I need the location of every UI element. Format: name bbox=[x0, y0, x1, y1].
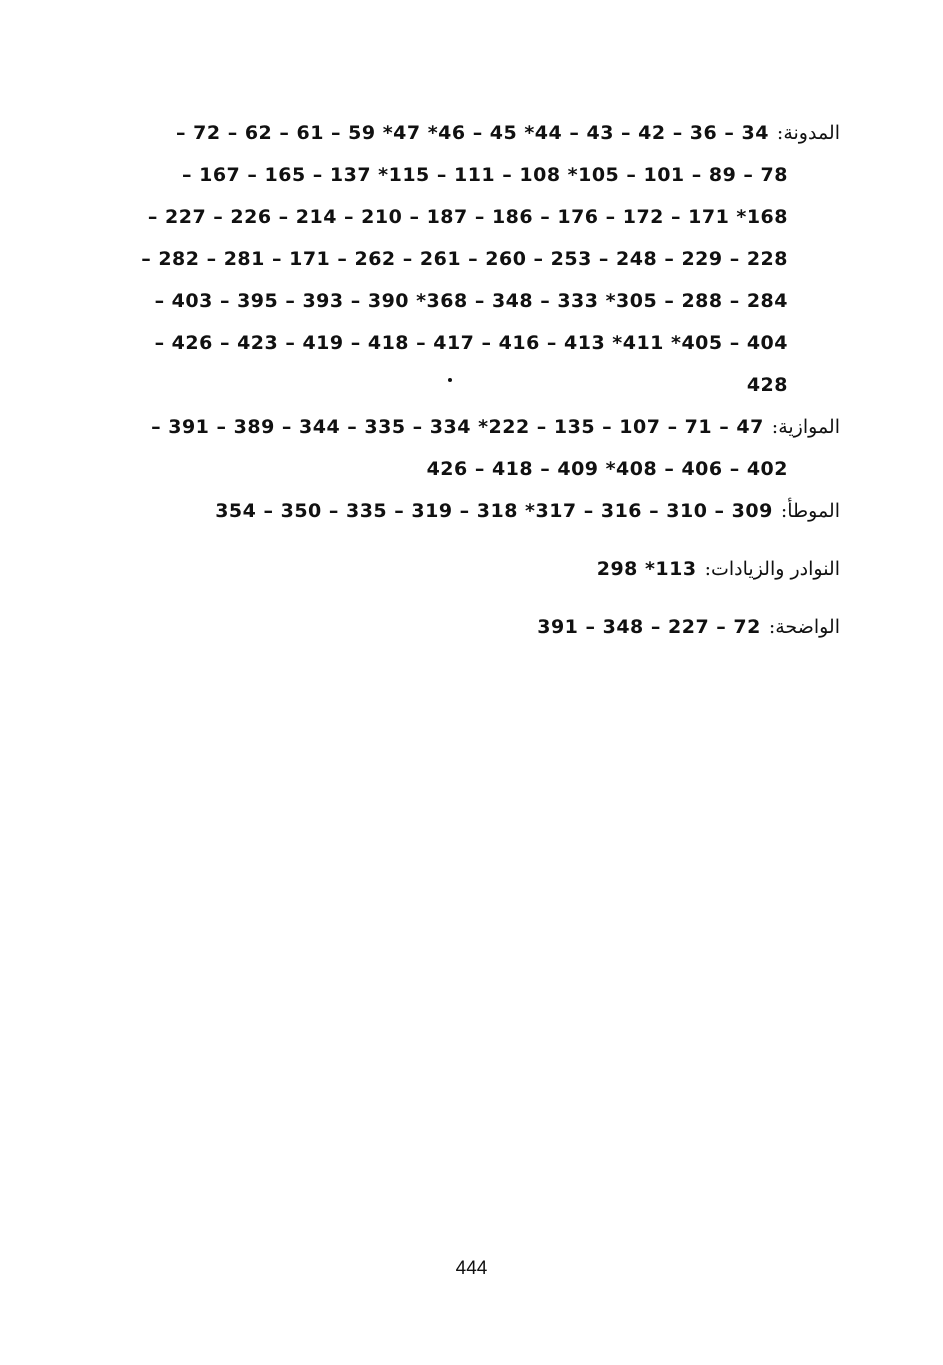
page-refs-line: 428 bbox=[746, 374, 788, 396]
continuation bbox=[100, 364, 840, 406]
entry-head bbox=[100, 490, 840, 532]
index-entries bbox=[100, 112, 840, 648]
page-refs-line: – 403 – 395 – 393 – 390 *368 – 348 – 333 *305 – 288 – 284 bbox=[154, 290, 788, 312]
continuation bbox=[100, 154, 840, 196]
entry-label: المدونة: bbox=[776, 122, 840, 144]
entry-nawadir bbox=[100, 548, 840, 590]
entry-head bbox=[100, 112, 840, 154]
page-refs-line: – 227 – 226 – 214 – 210 – 187 – 186 – 176 – 172 – 171 *168 bbox=[147, 206, 788, 228]
continuation bbox=[100, 448, 840, 490]
spacer bbox=[100, 532, 840, 548]
continuation bbox=[100, 322, 840, 364]
entry-label: الموطأ: bbox=[780, 500, 840, 522]
entry-mudawwana bbox=[100, 112, 840, 406]
page-number: 444 bbox=[455, 1258, 488, 1279]
page-refs-line: 426 – 418 – 409 *408 – 406 – 402 bbox=[426, 458, 788, 480]
entry-label: النوادر والزيادات: bbox=[704, 558, 840, 580]
entry-head bbox=[100, 548, 840, 590]
page-refs-line: – 282 – 281 – 171 – 262 – 261 – 260 – 253 – 248 – 229 – 228 bbox=[141, 248, 788, 270]
page-refs-line: 298 *113 bbox=[596, 558, 697, 580]
page-refs-line: 354 – 350 – 335 – 319 – 318 *317 – 316 – 310 – 309 bbox=[215, 500, 773, 522]
page-refs-line: – 426 – 423 – 419 – 418 – 417 – 416 – 413 *411 *405 – 404 bbox=[154, 332, 788, 354]
page-refs-line: 391 – 348 – 227 – 72 bbox=[537, 616, 761, 638]
page-refs-line: – 391 – 389 – 344 – 335 – 334 *222 – 135 – 107 – 71 – 47 bbox=[151, 416, 764, 438]
spacer bbox=[100, 590, 840, 606]
page-refs-line: – 167 – 165 – 137 *115 – 111 – 108 *105 – 101 – 89 – 78 bbox=[182, 164, 788, 186]
entry-label: الموازية: bbox=[771, 416, 840, 438]
entry-muwatta bbox=[100, 490, 840, 532]
entry-head bbox=[100, 406, 840, 448]
page-refs-line: – 72 – 62 – 61 – 59 *47 *46 – 45 *44 – 43 – 42 – 36 – 34 bbox=[176, 122, 769, 144]
continuation bbox=[100, 196, 840, 238]
entry-wadiha bbox=[100, 606, 840, 648]
stray-dot-mark bbox=[448, 378, 452, 382]
continuation bbox=[100, 280, 840, 322]
entry-head bbox=[100, 606, 840, 648]
entry-label: الواضحة: bbox=[768, 616, 840, 638]
entry-mawwaziyya bbox=[100, 406, 840, 490]
continuation bbox=[100, 238, 840, 280]
